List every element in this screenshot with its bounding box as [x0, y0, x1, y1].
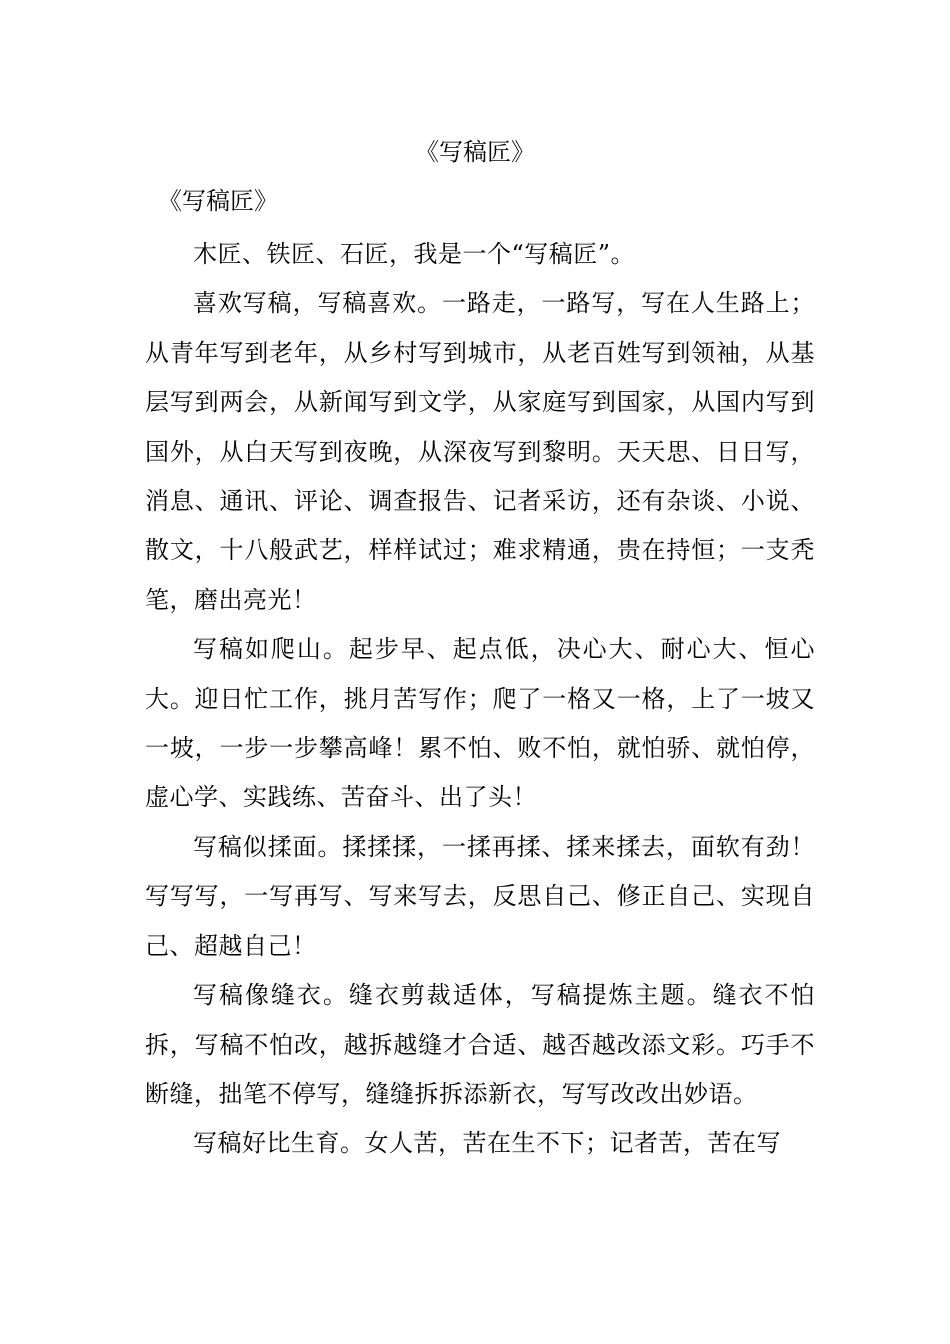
paragraph: 喜欢写稿，写稿喜欢。一路走，一路写，写在人生路上；从青年写到老年，从乡村写到城市，从老百姓写到领袖，从基层写到两会，从新闻写到文学，从家庭写到国家，从国内写到国外，从白天写到夜晚，从深夜写到黎明。天天思、日日写，消息、通讯、评论、调查报告、记者采访，还有杂谈、小说、散文，十八般武艺，样样试过；难求精通，贵在持恒；一支秃笔，磨出亮光！: [145, 289, 815, 614]
paragraph: 木匠、铁匠、石匠，我是一个“写稿匠”。: [193, 240, 636, 268]
document-subtitle: 《写稿匠》: [158, 187, 278, 215]
paragraph: 写稿似揉面。揉揉揉，一揉再揉、揉来揉去，面软有劲！写写写，一写再写、写来写去，反思自己、修正自己、实现自己、超越自己！: [145, 832, 815, 960]
paragraph: 写稿像缝衣。缝衣剪裁适体，写稿提炼主题。缝衣不怕拆，写稿不怕改，越拆越缝才合适、越否越改添文彩。巧手不断缝，拙笔不停写，缝缝拆拆添新衣，写写改改出妙语。: [145, 981, 815, 1108]
paragraph: 写稿如爬山。起步早、起点低，决心大、耐心大、恒心大。迎日忙工作，挑月苦写作；爬了一格又一格，上了一坡又一坡，一步一步攀高峰！累不怕、败不怕，就怕骄、就怕停，虚心学、实践练、苦奋斗、出了头！: [145, 635, 815, 812]
document-body: [145, 230, 815, 1169]
paragraph: 写稿好比生育。女人苦，苦在生不下；记者苦，苦在写: [193, 1129, 781, 1158]
document-title: 《写稿匠》: [415, 138, 535, 166]
